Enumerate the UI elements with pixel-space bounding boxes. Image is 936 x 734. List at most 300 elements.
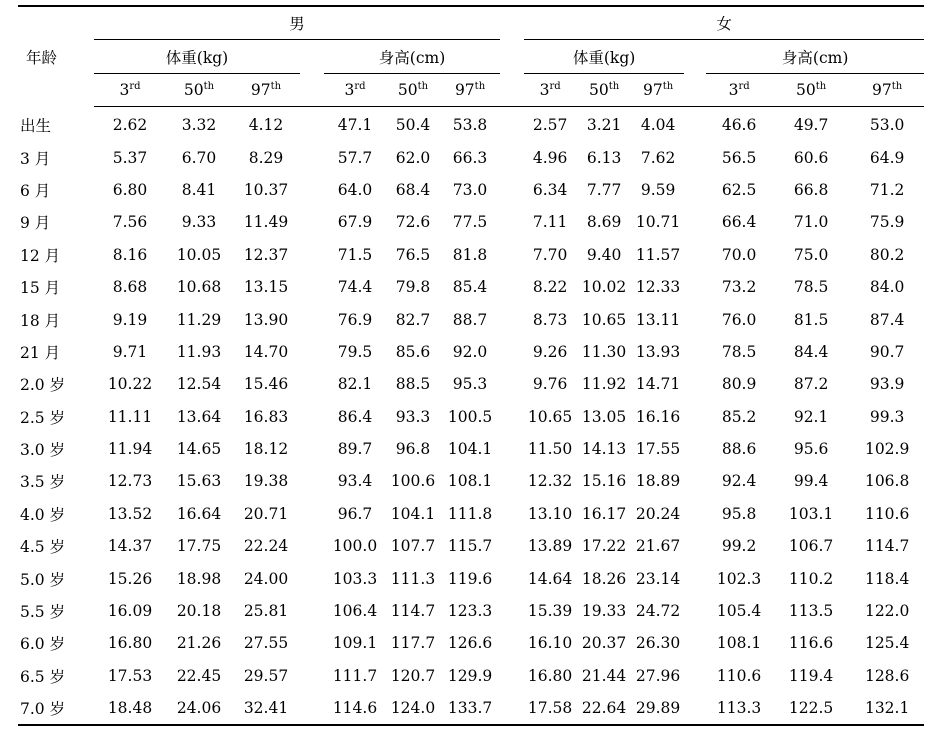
value-cell: 32.41: [232, 692, 300, 725]
value-cell: 29.89: [632, 692, 684, 725]
table-row: [18, 141, 924, 173]
subgroup-gap: [684, 271, 706, 303]
value-cell: 10.37: [243, 180, 289, 199]
value-cell: 93.9: [869, 375, 905, 394]
value-cell: 8.69: [586, 213, 622, 232]
value-cell: 14.37: [107, 537, 153, 556]
subgroup-gap: [300, 660, 324, 692]
value-cell: 20.18: [176, 602, 222, 621]
group-gap: [500, 336, 524, 368]
value-cell: 15.39: [527, 602, 573, 621]
value-cell: 85.2: [721, 407, 757, 426]
subgroup-gap: [300, 336, 324, 368]
value-cell: 50.4: [395, 116, 431, 135]
value-cell: 8.22: [532, 278, 568, 297]
percentile-suffix: th: [203, 81, 215, 92]
subgroup-gap: [300, 303, 324, 335]
percentile-number: 50: [183, 81, 204, 99]
subgroup-gap: [300, 465, 324, 497]
male-height-header: 身高(cm): [324, 40, 500, 74]
value-cell: 79.5: [337, 342, 373, 361]
group-gap: [500, 74, 524, 107]
value-cell: 10.71: [635, 213, 681, 232]
subgroup-gap: [300, 627, 324, 659]
percentile-header: [772, 74, 850, 107]
male-header: 男: [94, 6, 500, 40]
value-cell: 46.6: [721, 116, 757, 135]
value-cell: 13.52: [107, 504, 153, 523]
value-cell: 102.3: [716, 569, 762, 588]
value-cell: 9.33: [181, 213, 217, 232]
value-cell: 106.4: [332, 602, 378, 621]
value-cell: 103.3: [332, 569, 378, 588]
value-cell: 132.1: [850, 692, 924, 725]
value-cell: 87.2: [793, 375, 829, 394]
value-cell: 10.02: [581, 278, 627, 297]
value-cell: 56.5: [721, 148, 757, 167]
value-cell: 20.71: [243, 504, 289, 523]
value-cell: 76.9: [337, 310, 373, 329]
subgroup-gap: [300, 433, 324, 465]
value-cell: 125.4: [864, 634, 910, 653]
value-cell: 111.7: [332, 666, 378, 685]
age-cell: 18 月: [20, 311, 61, 330]
value-cell: 66.4: [721, 213, 757, 232]
age-cell: 4.0 岁: [20, 505, 66, 524]
value-cell: 22.45: [176, 666, 222, 685]
percentile-suffix: rd: [354, 81, 366, 92]
subgroup-gap: [684, 433, 706, 465]
value-cell: 13.90: [243, 310, 289, 329]
group-gap: [500, 174, 524, 206]
value-cell: 7.70: [532, 245, 568, 264]
female-weight-header: 体重(kg): [524, 40, 684, 74]
group-gap: [500, 239, 524, 271]
value-cell: 64.9: [869, 148, 905, 167]
age-cell: 12 月: [20, 246, 61, 265]
value-cell: 108.1: [447, 472, 493, 491]
value-cell: 62.0: [395, 148, 431, 167]
table-row: [18, 530, 924, 562]
percentile-header: [632, 74, 684, 107]
value-cell: 14.70: [243, 342, 289, 361]
subgroup-gap: [300, 174, 324, 206]
percentile-suffix: rd: [549, 81, 561, 92]
value-cell: 23.14: [635, 569, 681, 588]
value-cell: 115.7: [447, 537, 493, 556]
subgroup-gap: [684, 465, 706, 497]
value-cell: 114.6: [324, 692, 386, 725]
value-cell: 14.71: [635, 375, 681, 394]
group-gap: [500, 465, 524, 497]
percentile-header: [94, 74, 166, 107]
group-gap: [500, 107, 524, 142]
value-cell: 107.7: [390, 537, 436, 556]
subgroup-gap: [684, 174, 706, 206]
group-gap: [500, 660, 524, 692]
value-cell: 11.92: [581, 375, 627, 394]
value-cell: 47.1: [337, 116, 373, 135]
value-cell: 99.4: [793, 472, 829, 491]
percentile-header: [706, 74, 772, 107]
value-cell: 14.64: [527, 569, 573, 588]
value-cell: 6.34: [532, 180, 568, 199]
value-cell: 15.63: [176, 472, 222, 491]
value-cell: 126.6: [447, 634, 493, 653]
age-cell: 3 月: [20, 149, 51, 168]
value-cell: 62.5: [721, 180, 757, 199]
table-row: [18, 336, 924, 368]
subgroup-gap: [684, 562, 706, 594]
value-cell: 123.3: [447, 602, 493, 621]
subgroup-gap: [300, 595, 324, 627]
percentile-number: 3: [119, 81, 130, 99]
value-cell: 116.6: [788, 634, 834, 653]
value-cell: 105.4: [716, 602, 762, 621]
percentile-header: [440, 74, 500, 107]
group-gap: [500, 530, 524, 562]
percentile-header: [386, 74, 440, 107]
value-cell: 84.4: [793, 342, 829, 361]
value-cell: 129.9: [447, 666, 493, 685]
value-cell: 100.6: [390, 472, 436, 491]
group-gap: [500, 692, 524, 725]
value-cell: 5.37: [112, 148, 148, 167]
value-cell: 11.29: [176, 310, 222, 329]
table-row: [18, 368, 924, 400]
percentile-suffix: rd: [129, 81, 141, 92]
value-cell: 10.22: [107, 375, 153, 394]
age-cell: 3.5 岁: [20, 473, 66, 492]
percentile-suffix: th: [891, 81, 903, 92]
percentile-suffix: rd: [738, 81, 750, 92]
subgroup-gap: [684, 107, 706, 142]
value-cell: 6.13: [586, 148, 622, 167]
value-cell: 111.8: [447, 504, 493, 523]
age-cell: 7.0 岁: [18, 692, 94, 725]
value-cell: 11.57: [635, 245, 681, 264]
value-cell: 8.29: [248, 148, 284, 167]
value-cell: 4.96: [532, 148, 568, 167]
value-cell: 89.7: [337, 440, 373, 459]
value-cell: 17.53: [107, 666, 153, 685]
value-cell: 13.10: [527, 504, 573, 523]
value-cell: 117.7: [390, 634, 436, 653]
value-cell: 13.64: [176, 407, 222, 426]
value-cell: 70.0: [721, 245, 757, 264]
value-cell: 22.64: [576, 692, 632, 725]
value-cell: 18.48: [94, 692, 166, 725]
value-cell: 7.62: [640, 148, 676, 167]
value-cell: 71.0: [793, 213, 829, 232]
subgroup-gap: [684, 303, 706, 335]
table-row: [18, 401, 924, 433]
value-cell: 82.1: [337, 375, 373, 394]
value-cell: 113.3: [706, 692, 772, 725]
value-cell: 53.8: [452, 116, 488, 135]
table-row: [18, 692, 924, 725]
value-cell: 17.58: [524, 692, 576, 725]
group-gap: [500, 40, 524, 74]
value-cell: 7.56: [112, 213, 148, 232]
value-cell: 119.6: [447, 569, 493, 588]
value-cell: 81.8: [452, 245, 488, 264]
table-row: [18, 595, 924, 627]
percentile-number: 97: [250, 81, 271, 99]
value-cell: 10.68: [176, 278, 222, 297]
table-body: [18, 107, 924, 726]
subgroup-gap: [300, 401, 324, 433]
age-cell: 15 月: [20, 279, 61, 298]
value-cell: 10.65: [581, 310, 627, 329]
value-cell: 27.55: [243, 634, 289, 653]
value-cell: 11.50: [527, 440, 573, 459]
subgroup-gap: [300, 368, 324, 400]
value-cell: 85.4: [452, 278, 488, 297]
value-cell: 8.68: [112, 278, 148, 297]
value-cell: 53.0: [869, 116, 905, 135]
value-cell: 13.15: [243, 278, 289, 297]
value-cell: 15.46: [243, 375, 289, 394]
percentile-suffix: th: [608, 81, 620, 92]
value-cell: 18.98: [176, 569, 222, 588]
value-cell: 79.8: [395, 278, 431, 297]
value-cell: 71.2: [869, 180, 905, 199]
value-cell: 29.57: [243, 666, 289, 685]
value-cell: 26.30: [635, 634, 681, 653]
value-cell: 114.7: [390, 602, 436, 621]
subgroup-gap: [300, 74, 324, 107]
age-cell: 2.0 岁: [20, 376, 66, 395]
value-cell: 14.65: [176, 440, 222, 459]
value-cell: 74.4: [337, 278, 373, 297]
value-cell: 84.0: [869, 278, 905, 297]
value-cell: 9.71: [112, 342, 148, 361]
value-cell: 3.32: [181, 116, 217, 135]
subgroup-gap: [300, 692, 324, 725]
value-cell: 106.7: [788, 537, 834, 556]
value-cell: 12.54: [176, 375, 222, 394]
value-cell: 99.3: [869, 407, 905, 426]
group-gap: [500, 401, 524, 433]
value-cell: 95.6: [793, 440, 829, 459]
subgroup-gap: [300, 498, 324, 530]
value-cell: 7.77: [586, 180, 622, 199]
value-cell: 17.22: [581, 537, 627, 556]
subgroup-gap: [300, 530, 324, 562]
table-row: [18, 206, 924, 238]
subgroup-gap: [684, 141, 706, 173]
value-cell: 17.55: [635, 440, 681, 459]
value-cell: 11.93: [176, 342, 222, 361]
subgroup-gap: [684, 239, 706, 271]
value-cell: 15.16: [581, 472, 627, 491]
value-cell: 18.26: [581, 569, 627, 588]
value-cell: 99.2: [721, 537, 757, 556]
value-cell: 9.59: [640, 180, 676, 199]
percentile-suffix: th: [815, 81, 827, 92]
subgroup-gap: [684, 530, 706, 562]
age-cell: 5.0 岁: [20, 570, 66, 589]
value-cell: 11.94: [107, 440, 153, 459]
value-cell: 12.32: [527, 472, 573, 491]
table-row: [18, 174, 924, 206]
value-cell: 119.4: [788, 666, 834, 685]
value-cell: 16.80: [527, 666, 573, 685]
subgroup-gap: [684, 368, 706, 400]
age-cell: 4.5 岁: [20, 538, 66, 557]
value-cell: 68.4: [395, 180, 431, 199]
value-cell: 15.26: [107, 569, 153, 588]
value-cell: 77.5: [452, 213, 488, 232]
value-cell: 12.73: [107, 472, 153, 491]
subgroup-gap: [300, 206, 324, 238]
value-cell: 88.5: [395, 375, 431, 394]
age-cell: 6.5 岁: [20, 667, 66, 686]
value-cell: 104.1: [390, 504, 436, 523]
group-gap: [500, 303, 524, 335]
value-cell: 13.89: [527, 537, 573, 556]
value-cell: 8.41: [181, 180, 217, 199]
value-cell: 96.7: [337, 504, 373, 523]
value-cell: 113.5: [788, 602, 834, 621]
value-cell: 102.9: [864, 440, 910, 459]
age-cell: 21 月: [20, 343, 61, 362]
group-gap: [500, 368, 524, 400]
group-gap: [500, 141, 524, 173]
percentile-header: [524, 74, 576, 107]
group-gap: [500, 271, 524, 303]
age-cell: 3.0 岁: [20, 441, 66, 460]
percentile-suffix: th: [474, 81, 486, 92]
percentile-suffix: th: [417, 81, 429, 92]
value-cell: 78.5: [721, 342, 757, 361]
value-cell: 12.37: [243, 245, 289, 264]
percentile-number: 97: [454, 81, 475, 99]
value-cell: 88.6: [721, 440, 757, 459]
value-cell: 16.83: [243, 407, 289, 426]
table-row: [18, 562, 924, 594]
group-gap: [500, 595, 524, 627]
value-cell: 67.9: [337, 213, 373, 232]
value-cell: 82.7: [395, 310, 431, 329]
value-cell: 6.70: [181, 148, 217, 167]
value-cell: 9.76: [532, 375, 568, 394]
value-cell: 14.13: [581, 440, 627, 459]
value-cell: 20.24: [635, 504, 681, 523]
subgroup-gap: [684, 692, 706, 725]
value-cell: 100.0: [332, 537, 378, 556]
percentile-header: [576, 74, 632, 107]
value-cell: 92.1: [793, 407, 829, 426]
value-cell: 66.3: [452, 148, 488, 167]
value-cell: 103.1: [788, 504, 834, 523]
age-cell: 5.5 岁: [20, 603, 66, 622]
percentile-number: 3: [728, 81, 739, 99]
value-cell: 8.16: [112, 245, 148, 264]
age-header: 年龄: [18, 6, 94, 107]
value-cell: 118.4: [864, 569, 910, 588]
table-row: [18, 107, 924, 142]
age-cell: 6 月: [20, 181, 51, 200]
value-cell: 85.6: [395, 342, 431, 361]
value-cell: 9.19: [112, 310, 148, 329]
value-cell: 49.7: [793, 116, 829, 135]
value-cell: 75.9: [869, 213, 905, 232]
value-cell: 110.6: [716, 666, 762, 685]
table-row: [18, 627, 924, 659]
group-gap: [500, 206, 524, 238]
value-cell: 86.4: [337, 407, 373, 426]
value-cell: 80.9: [721, 375, 757, 394]
group-gap: [500, 627, 524, 659]
value-cell: 76.5: [395, 245, 431, 264]
value-cell: 93.4: [337, 472, 373, 491]
female-header: 女: [524, 6, 924, 40]
table-row: [18, 303, 924, 335]
value-cell: 8.73: [532, 310, 568, 329]
value-cell: 21.67: [635, 537, 681, 556]
percentile-number: 97: [642, 81, 663, 99]
value-cell: 25.81: [243, 602, 289, 621]
subgroup-gap: [684, 74, 706, 107]
group-gap: [500, 6, 524, 40]
value-cell: 81.5: [793, 310, 829, 329]
percentile-number: 97: [872, 81, 892, 99]
subgroup-gap: [300, 107, 324, 142]
value-cell: 60.6: [793, 148, 829, 167]
female-height-header: 身高(cm): [706, 40, 924, 74]
value-cell: 120.7: [390, 666, 436, 685]
value-cell: 114.7: [864, 537, 910, 556]
value-cell: 17.75: [176, 537, 222, 556]
percentile-suffix: th: [662, 81, 674, 92]
value-cell: 2.57: [532, 116, 568, 135]
value-cell: 109.1: [332, 634, 378, 653]
subgroup-gap: [684, 206, 706, 238]
age-cell: 出生: [20, 116, 52, 135]
value-cell: 13.05: [581, 407, 627, 426]
value-cell: 3.21: [586, 116, 622, 135]
percentile-header: [324, 74, 386, 107]
subgroup-gap: [684, 595, 706, 627]
value-cell: 11.30: [581, 342, 627, 361]
value-cell: 80.2: [869, 245, 905, 264]
percentile-number: 50: [588, 81, 609, 99]
value-cell: 100.5: [447, 407, 493, 426]
value-cell: 10.05: [176, 245, 222, 264]
percentile-header: [166, 74, 232, 107]
table-row: [18, 498, 924, 530]
percentile-header: [850, 74, 924, 107]
value-cell: 128.6: [864, 666, 910, 685]
table-row: [18, 271, 924, 303]
group-gap: [500, 433, 524, 465]
subgroup-gap: [300, 239, 324, 271]
value-cell: 16.17: [581, 504, 627, 523]
value-cell: 9.40: [586, 245, 622, 264]
value-cell: 19.38: [243, 472, 289, 491]
value-cell: 75.0: [793, 245, 829, 264]
value-cell: 16.64: [176, 504, 222, 523]
value-cell: 57.7: [337, 148, 373, 167]
value-cell: 12.33: [635, 278, 681, 297]
percentile-number: 50: [397, 81, 418, 99]
value-cell: 6.80: [112, 180, 148, 199]
subgroup-gap: [300, 141, 324, 173]
value-cell: 72.6: [395, 213, 431, 232]
value-cell: 73.0: [452, 180, 488, 199]
